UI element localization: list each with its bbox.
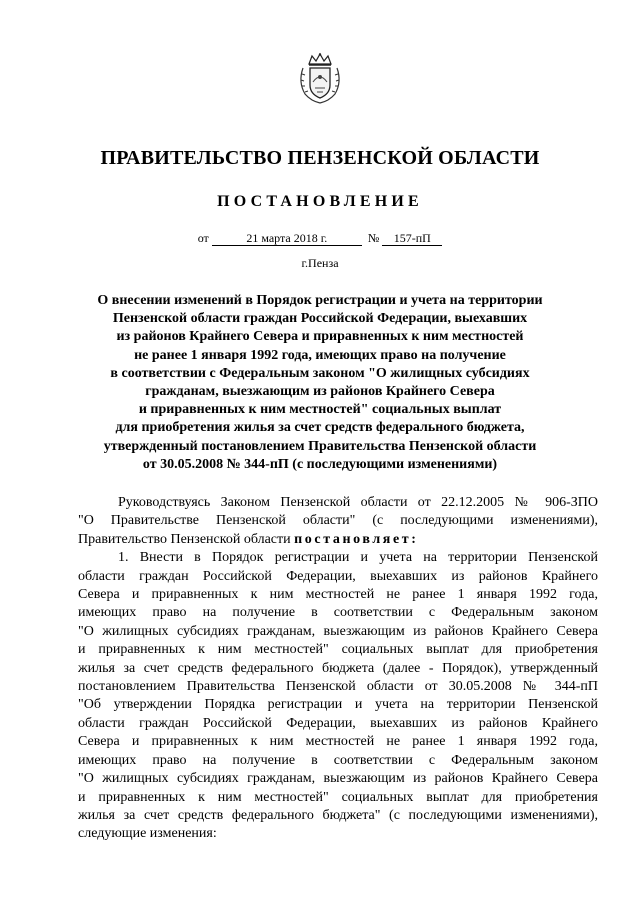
subject-line: из районов Крайнего Севера и приравненных к ним местностей	[116, 329, 524, 345]
body-line: жилья за счет средств федерального бюджета" (с последующими изменениями),	[78, 807, 598, 823]
document-date: 21 марта 2018 г.	[212, 232, 362, 246]
coat-of-arms-icon	[297, 52, 343, 104]
subject-line: и приравненных к ним местностей" социальных выплат	[138, 402, 502, 418]
government-title: ПРАВИТЕЛЬСТВО ПЕНЗЕНСКОЙ ОБЛАСТИ	[100, 147, 540, 169]
body-line: "О жилищных субсидиях гражданам, выезжающим из районов Крайнего Севера	[78, 771, 598, 787]
body-line: Севера и приравненных к ним местностей не ранее 1 января 1992 года,	[78, 587, 598, 603]
subject-line: гражданам, выезжающим из районов Крайнего Севера	[145, 384, 495, 400]
city: г.Пенза	[301, 256, 339, 270]
body-line: и приравненных к ним местностей" социальных выплат для приобретения	[78, 642, 598, 658]
subject-line: в соответствии с Федеральным законом "О жилищных субсидиях	[110, 365, 530, 381]
document-subject	[78, 292, 562, 474]
resolve-keyword: постановляет:	[294, 531, 419, 547]
document-body	[78, 494, 598, 844]
date-prefix: от	[197, 231, 209, 245]
body-line: Руководствуясь Законом Пензенской области от 22.12.2005 № 906-ЗПО	[118, 495, 598, 510]
body-line: имеющих право на получение в соответствии с Федеральным законом	[78, 752, 598, 768]
body-line: жилья за счет средств федерального бюджета (далее - Порядок), утвержденный	[78, 660, 598, 676]
subject-line: не ранее 1 января 1992 года, имеющих право на получение	[134, 347, 506, 363]
body-line: Севера и приравненных к ним местностей не ранее 1 января 1992 года,	[78, 734, 598, 750]
number-prefix: №	[367, 231, 380, 245]
body-line: следующие изменения:	[78, 826, 217, 842]
date-number-line	[0, 231, 640, 246]
body-line: "О жилищных субсидиях гражданам, выезжающим из районов Крайнего Севера	[78, 623, 598, 639]
subject-line: О внесении изменений в Порядок регистрации и учета на территории	[97, 293, 543, 308]
body-line-resolve	[78, 531, 598, 549]
body-line: постановлением Правительства Пензенской области от 30.05.2008 № 344-пП	[78, 679, 598, 695]
document-number: 157-пП	[382, 232, 442, 246]
body-line: и приравненных к ним местностей" социальных выплат для приобретения	[78, 789, 598, 805]
subject-line: для приобретения жилья за счет средств федерального бюджета,	[115, 420, 525, 436]
body-text: Правительство Пензенской области	[78, 531, 295, 547]
body-line: 1. Внести в Порядок регистрации и учета на территории Пензенской	[118, 550, 598, 566]
body-line: области граждан Российской Федерации, выехавших из районов Крайнего	[78, 568, 598, 584]
document-type: ПОСТАНОВЛЕНИЕ	[217, 193, 423, 210]
body-line: области граждан Российской Федерации, выехавших из районов Крайнего	[78, 715, 598, 731]
body-line: "О Правительстве Пензенской области" (с последующими изменениями),	[78, 513, 598, 529]
subject-line: от 30.05.2008 № 344-пП (с последующими изменениями)	[142, 456, 498, 472]
body-line: "Об утверждении Порядка регистрации и учета на территории Пензенской	[78, 697, 598, 713]
subject-line: Пензенской области граждан Российской Федерации, выехавших	[112, 311, 528, 327]
subject-line: утвержденный постановлением Правительства Пензенской области	[103, 438, 537, 454]
body-line: имеющих право на получение в соответствии с Федеральным законом	[78, 605, 598, 621]
